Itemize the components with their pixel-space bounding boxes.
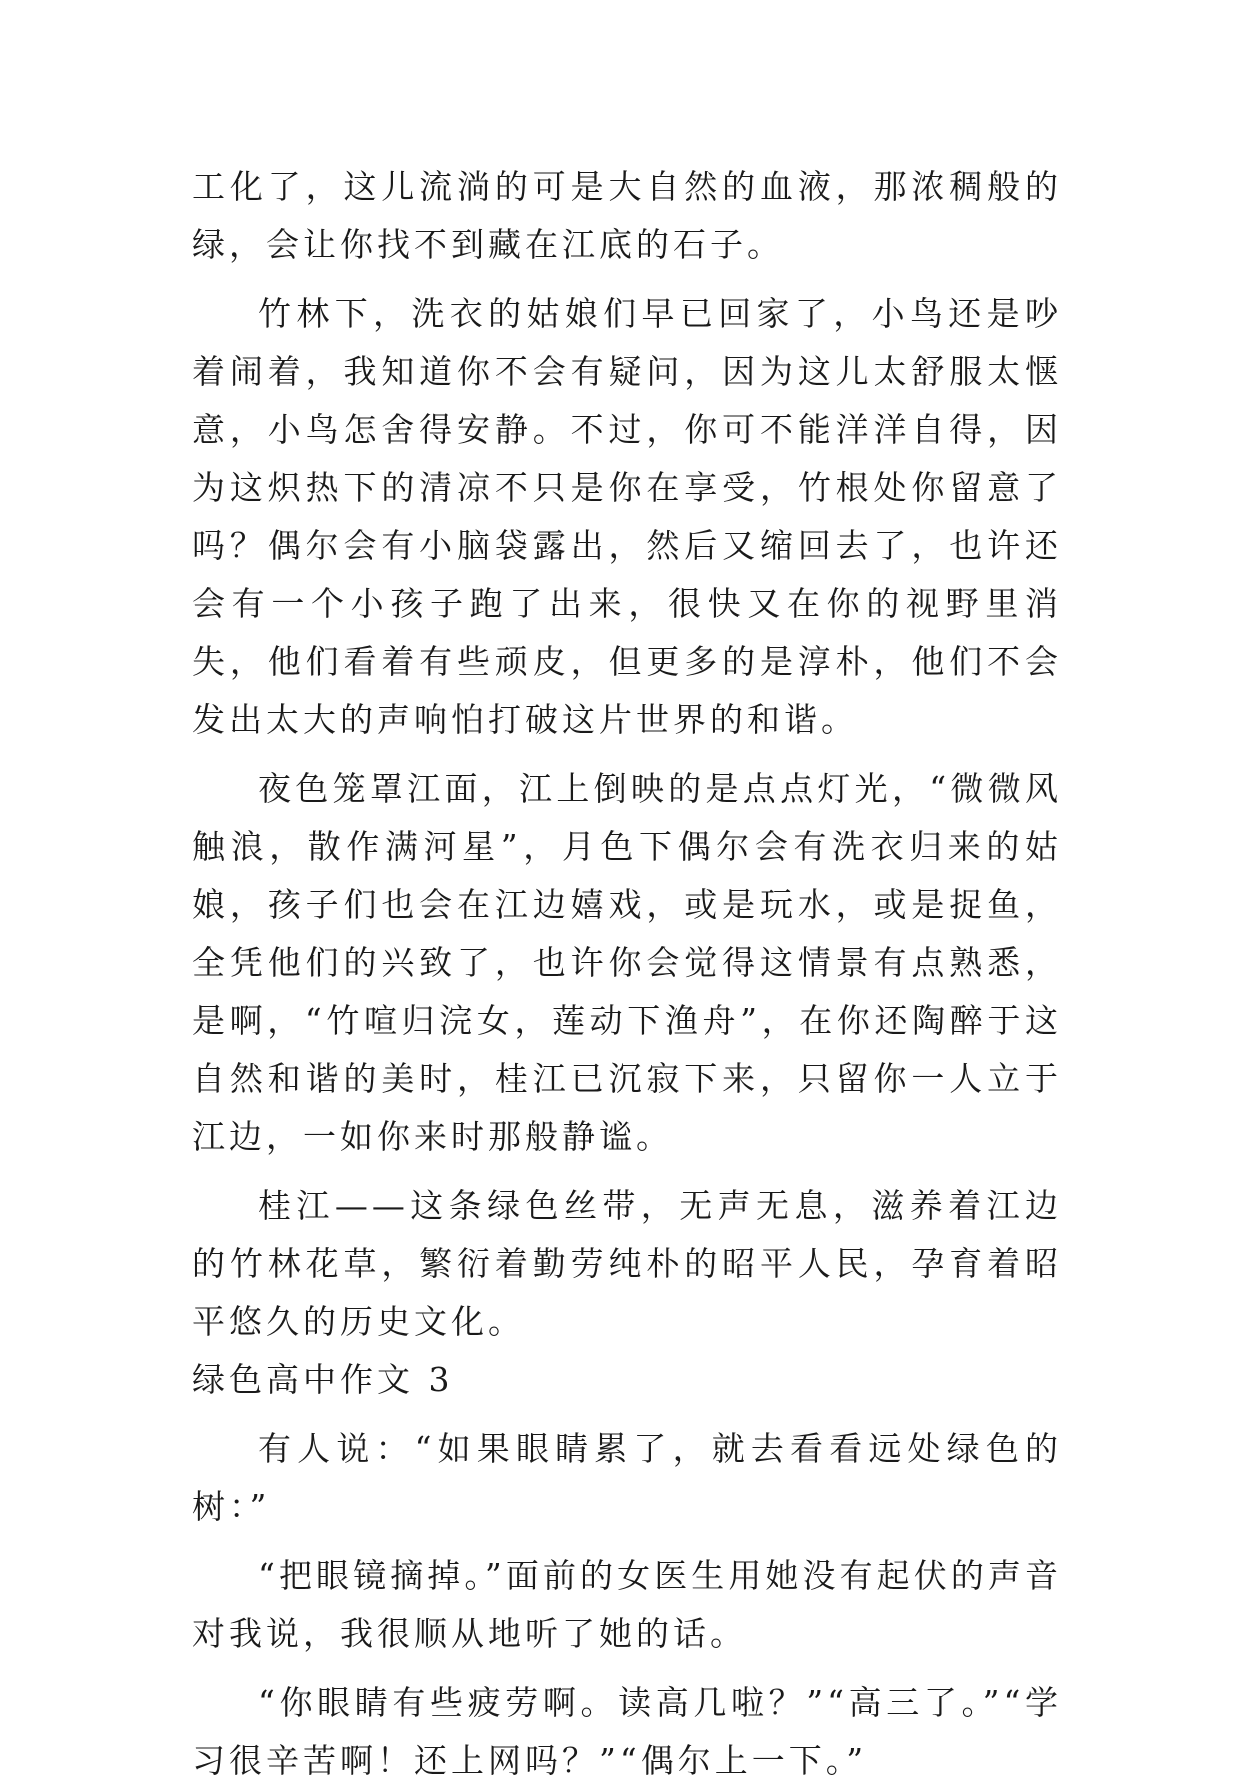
paragraph-bamboo-grove: 竹林下，洗衣的姑娘们早已回家了，小鸟还是吵着闹着，我知道你不会有疑问，因为这儿太舒服太惬意，小鸟怎舍得安静。不过，你可不能洋洋自得，因为这炽热下的清凉不只是你在享受，竹根处你留意了吗？偶尔会有小脑袋露出，然后又缩回去了，也许还会有一个小孩子跑了出来，很快又在你的视野里消失，他们看着有些顽皮，但更多的是淳朴，他们不会发出太大的声响怕打破这片世界的和谐。	[192, 294, 1062, 739]
section-heading: 绿色高中作文 3	[192, 1360, 454, 1399]
paragraph-night-river: 夜色笼罩江面，江上倒映的是点点灯光，“微微风触浪，散作满河星”，月色下偶尔会有洗衣归来的姑娘，孩子们也会在江边嬉戏，或是玩水，或是捉鱼，全凭他们的兴致了，也许你会觉得这情景有点熟悉，是啊，“竹喧归浣女，莲动下渔舟”，在你还陶醉于这自然和谐的美时，桂江已沉寂下来，只留你一人立于江边，一如你来时那般静谧。	[192, 769, 1062, 1156]
paragraph-doctor-dialogue: “你眼睛有些疲劳啊。读高几啦？”“高三了。”“学习很辛苦啊！还上网吗？”“偶尔上一下。”	[192, 1683, 1062, 1780]
paragraph-green-trees-quote: 有人说：“如果眼睛累了，就去看看远处绿色的树：”	[192, 1429, 1062, 1526]
paragraph-continuation: 工化了，这儿流淌的可是大自然的血液，那浓稠般的绿，会让你找不到藏在江底的石子。	[192, 167, 1062, 264]
essay-body	[192, 158, 1062, 1790]
paragraph-glasses-removed: “把眼镜摘掉。”面前的女医生用她没有起伏的声音对我说，我很顺从地听了她的话。	[192, 1556, 1062, 1653]
paragraph-guijiang-summary: 桂江——这条绿色丝带，无声无息，滋养着江边的竹林花草，繁衍着勤劳纯朴的昭平人民，孕育着昭平悠久的历史文化。	[192, 1186, 1062, 1341]
